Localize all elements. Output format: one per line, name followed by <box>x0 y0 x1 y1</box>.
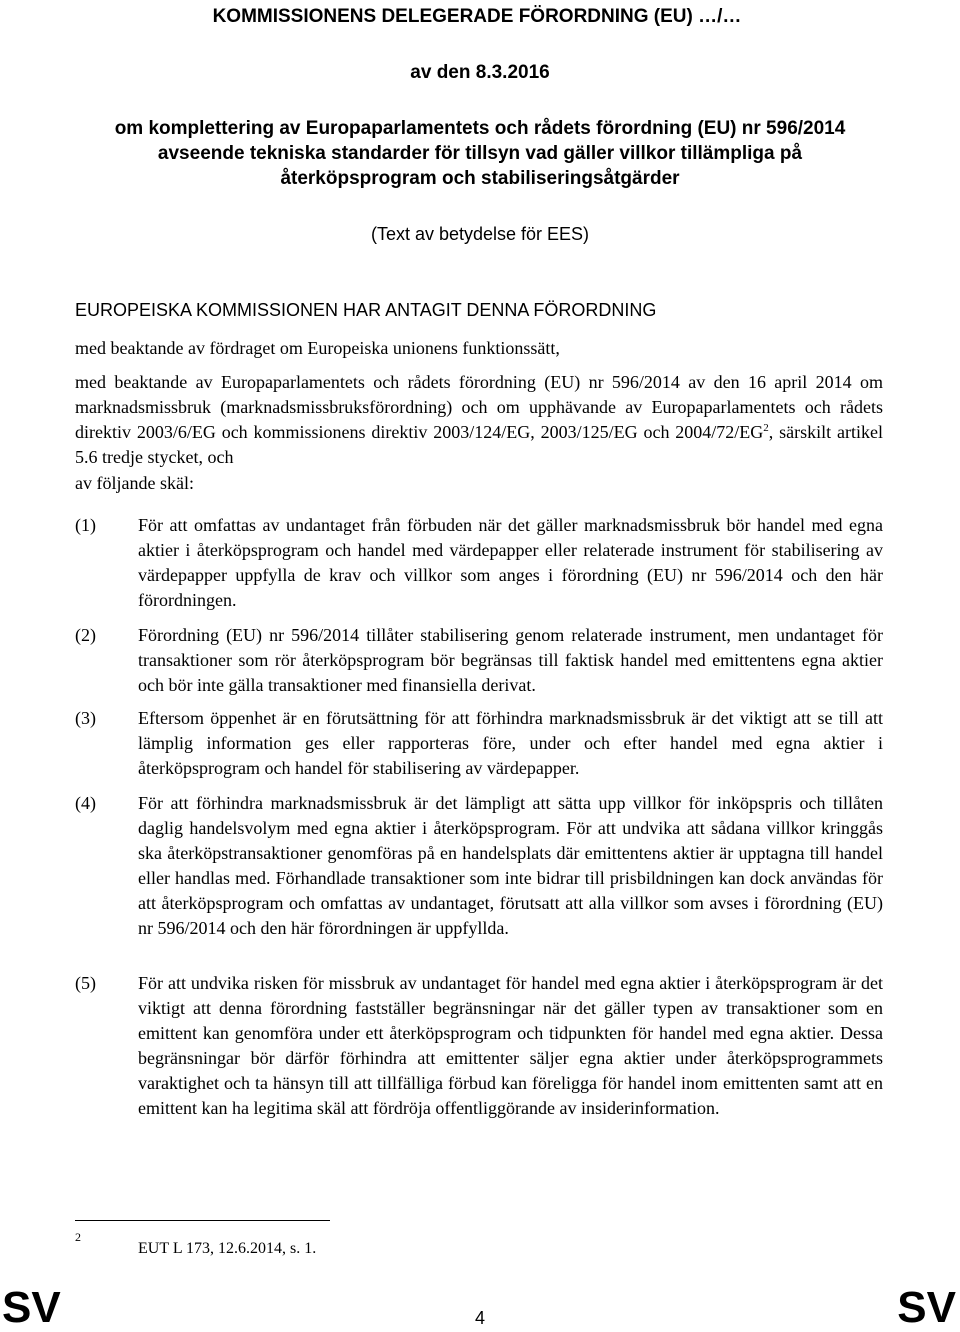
language-code-right: SV <box>897 1283 956 1332</box>
recital-number: (3) <box>75 708 96 728</box>
footnote-text: EUT L 173, 12.6.2014, s. 1. <box>138 1240 317 1257</box>
recital-5 <box>75 971 883 1121</box>
recital-2 <box>75 623 883 698</box>
footnote <box>75 1230 775 1257</box>
recital-number: (2) <box>75 625 96 645</box>
footnote-reference[interactable]: 2 <box>763 422 769 434</box>
citation-treaty: med beaktande av fördraget om Europeiska unionens funktionssätt, <box>75 338 560 358</box>
citation-regulation-text-end: , särskilt artikel 5.6 tredje stycket, och <box>75 422 883 467</box>
recital-text: För att förhindra marknadsmissbruk är det lämpligt att sätta upp villkor för inköpspris och tillåten daglig handelsvolym med egna aktier i återköpsprogram. För att undvika att sådana villkor kringgås ska återköpstransaktioner genomföras på en handelsplats där emittentens aktier är upptagna till handel eller handlas med. Förhandlade transaktioner som inte bidrar till prisbildningen kan dock användas för att återköpsprogram och omfattas av undantaget, förutsatt att alla villkor som avses i förordning (EU) nr 596/2014 och den här förordningen är uppfyllda. <box>138 793 883 938</box>
subtitle-line: om komplettering av Europaparlamentets och rådets förordning (EU) nr 596/2014 <box>114 118 846 139</box>
document-subtitle <box>0 116 960 191</box>
recital-3 <box>75 706 883 781</box>
enacting-formula: EUROPEISKA KOMMISSIONEN HAR ANTAGIT DENNA FÖRORDNING <box>75 300 657 320</box>
subtitle-line: avseende tekniska standarder för tillsyn vad gäller villkor tillämpliga på <box>157 143 803 164</box>
recital-text: Förordning (EU) nr 596/2014 tillåter stabilisering genom relaterade instrument, men undantaget för transaktioner som rör återköpsprogram bör begränsas till faktisk handel med emittentens egna aktier och bör inte gälla transaktioner med finansiella derivat. <box>138 625 883 695</box>
footnote-number: 2 <box>75 1230 81 1244</box>
recital-text: Eftersom öppenhet är en förutsättning för att förhindra marknadsmissbruk är det viktigt att se till att lämplig information ges eller rapporteras före, under och efter handel med egna aktier i återköpsprogram och handel för stabilisering av värdepapper. <box>138 708 883 778</box>
footnote-separator <box>75 1220 330 1221</box>
subtitle-line: återköpsprogram och stabiliseringsåtgärder <box>280 168 680 189</box>
citation-regulation-text: med beaktande av Europaparlamentets och rådets förordning (EU) nr 596/2014 av den 16 april 2014 om marknadsmissbruk (marknadsmissbruksförordning) och om upphävande av Europaparlamentets och rådets direktiv 2003/6/EG och kommissionens direktiv 2003/124/EG, 2003/125/EG och 2004/72/EG <box>75 372 883 442</box>
recital-text: För att undvika risken för missbruk av undantaget för handel med egna aktier i återköpsprogram är det viktigt att denna förordning fastställer begränsningar när det gäller typen av transaktioner som en emittent kan genomföra under ett återköpsprogram och tidpunkten för handel med egna aktier. Dessa begränsningar bör därför förhindra att emittenter säljer egna aktier under återköpsprogrammets varaktighet och ta hänsyn till att tillfälliga förbud kan föreligga för handel inom emittenten samt att en emittent kan ha legitima skäl att fördröja offentliggörande av insiderinformation. <box>138 973 883 1118</box>
reasons-intro: av följande skäl: <box>75 473 194 493</box>
citation-regulation <box>75 370 883 470</box>
recital-number: (4) <box>75 793 96 813</box>
recital-4 <box>75 791 883 941</box>
recital-number: (1) <box>75 515 96 535</box>
document-date: av den 8.3.2016 <box>410 62 550 83</box>
recital-1 <box>75 513 883 613</box>
document-title: KOMMISSIONENS DELEGERADE FÖRORDNING (EU) …/… <box>212 6 742 27</box>
eea-relevance-note: (Text av betydelse för EES) <box>370 224 590 244</box>
language-code-left: SV <box>2 1283 61 1332</box>
recital-number: (5) <box>75 973 96 993</box>
recital-text: För att omfattas av undantaget från förbuden när det gäller marknadsmissbruk bör handel med egna aktier i återköpsprogram och handel med värdepapper eller relaterade instrument för stabilisering av värdepapper uppfylla de krav och villkor som anges i förordning (EU) nr 596/2014 och den här förordningen. <box>138 515 883 610</box>
page-number: 4 <box>474 1308 485 1328</box>
